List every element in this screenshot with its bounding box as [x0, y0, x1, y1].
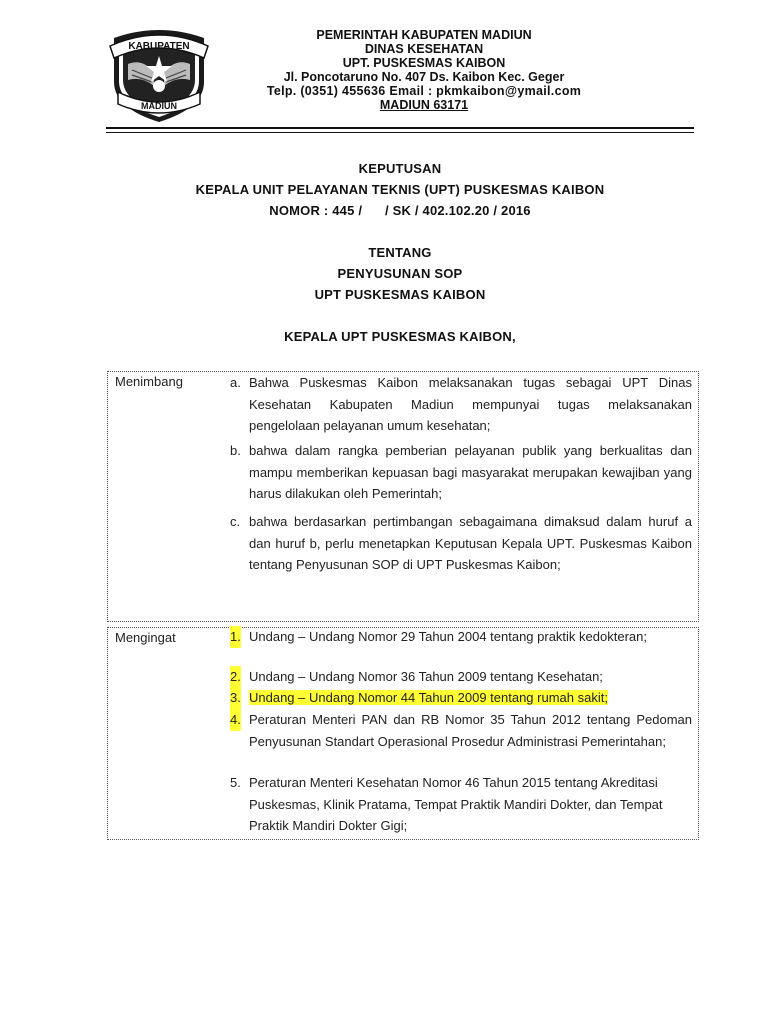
letterhead: [214, 28, 634, 112]
mengingat-item-5: [230, 772, 692, 837]
decree-head: KEPALA UPT PUSKESMAS KAIBON,: [284, 329, 516, 344]
list-marker: a.: [230, 375, 241, 390]
letterhead-divider-thin: [106, 132, 694, 133]
list-item-text: Undang – Undang Nomor 29 Tahun 2004 tentang praktik kedokteran;: [249, 629, 647, 644]
letterhead-government: PEMERINTAH KABUPATEN MADIUN: [316, 28, 532, 42]
list-marker: 4.: [230, 709, 241, 731]
list-item-text: Bahwa Puskesmas Kaibon melaksanakan tugas sebagai UPT Dinas Kesehatan Kabupaten Madiun mempunyai tugas melaksanakan pengelolaan pelayanan umum kesehatan;: [249, 375, 692, 433]
decree-number: NOMOR : 445 / / SK / 402.102.20 / 2016: [269, 203, 531, 218]
decree-subject: PENYUSUNAN SOP: [337, 266, 463, 281]
mengingat-item-3: [230, 687, 692, 709]
list-marker: b.: [230, 443, 241, 458]
list-item-text: bahwa dalam rangka pemberian pelayanan publik yang berkualitas dan mampu memberikan kepuasan bagi masyarakat merupakan kewajiban yang harus dilakukan oleh Pemerintah;: [249, 443, 692, 501]
list-marker: 1.: [230, 626, 241, 648]
list-item-text: Peraturan Menteri Kesehatan Nomor 46 Tahun 2015 tentang Akreditasi Puskesmas, Klinik Pratama, Tempat Praktik Mandiri Dokter, dan Tempat Praktik Mandiri Dokter Gigi;: [249, 775, 663, 833]
list-marker: 3.: [230, 687, 241, 709]
letterhead-unit: UPT. PUSKESMAS KAIBON: [342, 56, 506, 70]
mengingat-item-2: [230, 666, 692, 688]
list-marker: 2.: [230, 666, 241, 688]
list-item-text: Peraturan Menteri PAN dan RB Nomor 35 Tahun 2012 tentang Pedoman Penyusunan Standart Operasional Prosedur Administrasi Pemerintahan;: [249, 712, 692, 749]
letterhead-department: DINAS KESEHATAN: [364, 42, 484, 56]
regency-crest-icon: [104, 24, 214, 124]
decree-about: TENTANG: [368, 245, 432, 260]
mengingat-label: Mengingat: [115, 630, 176, 645]
mengingat-item-4: [230, 709, 692, 752]
menimbang-item-a: [230, 372, 692, 437]
list-marker: c.: [230, 514, 241, 529]
highlighted-text: Undang – Undang Nomor 44 Tahun 2009 tentang rumah sakit;: [249, 690, 608, 705]
letterhead-divider-thick: [106, 127, 694, 129]
list-marker: 5.: [230, 775, 241, 790]
menimbang-section: [107, 371, 699, 622]
decree-subject-place: UPT PUSKESMAS KAIBON: [314, 287, 486, 302]
list-item-text: Undang – Undang Nomor 36 Tahun 2009 tentang Kesehatan;: [249, 669, 603, 684]
menimbang-item-b: [230, 440, 692, 505]
menimbang-label: Menimbang: [115, 374, 183, 389]
letterhead-contact: Telp. (0351) 455636 Email : pkmkaibon@ymail.com: [266, 84, 582, 98]
letterhead-address: Jl. Poncotaruno No. 407 Ds. Kaibon Kec. Geger: [283, 70, 565, 84]
decree-title: KEPUTUSAN: [358, 161, 442, 176]
logo-bottom-text: MADIUN: [141, 101, 177, 111]
letterhead-city: MADIUN 63171: [379, 98, 469, 112]
logo-top-text: KABUPATEN: [128, 41, 190, 52]
mengingat-item-1: [230, 626, 692, 648]
list-item-text: bahwa berdasarkan pertimbangan sebagaimana dimaksud dalam huruf a dan huruf b, perlu menetapkan Keputusan Kepala UPT. Puskesmas Kaibon tentang Penyusunan SOP di UPT Puskesmas Kaibon;: [249, 514, 692, 572]
mengingat-section: [107, 627, 699, 840]
menimbang-item-c: [230, 511, 692, 576]
decree-issuer: KEPALA UNIT PELAYANAN TEKNIS (UPT) PUSKESMAS KAIBON: [195, 182, 605, 197]
